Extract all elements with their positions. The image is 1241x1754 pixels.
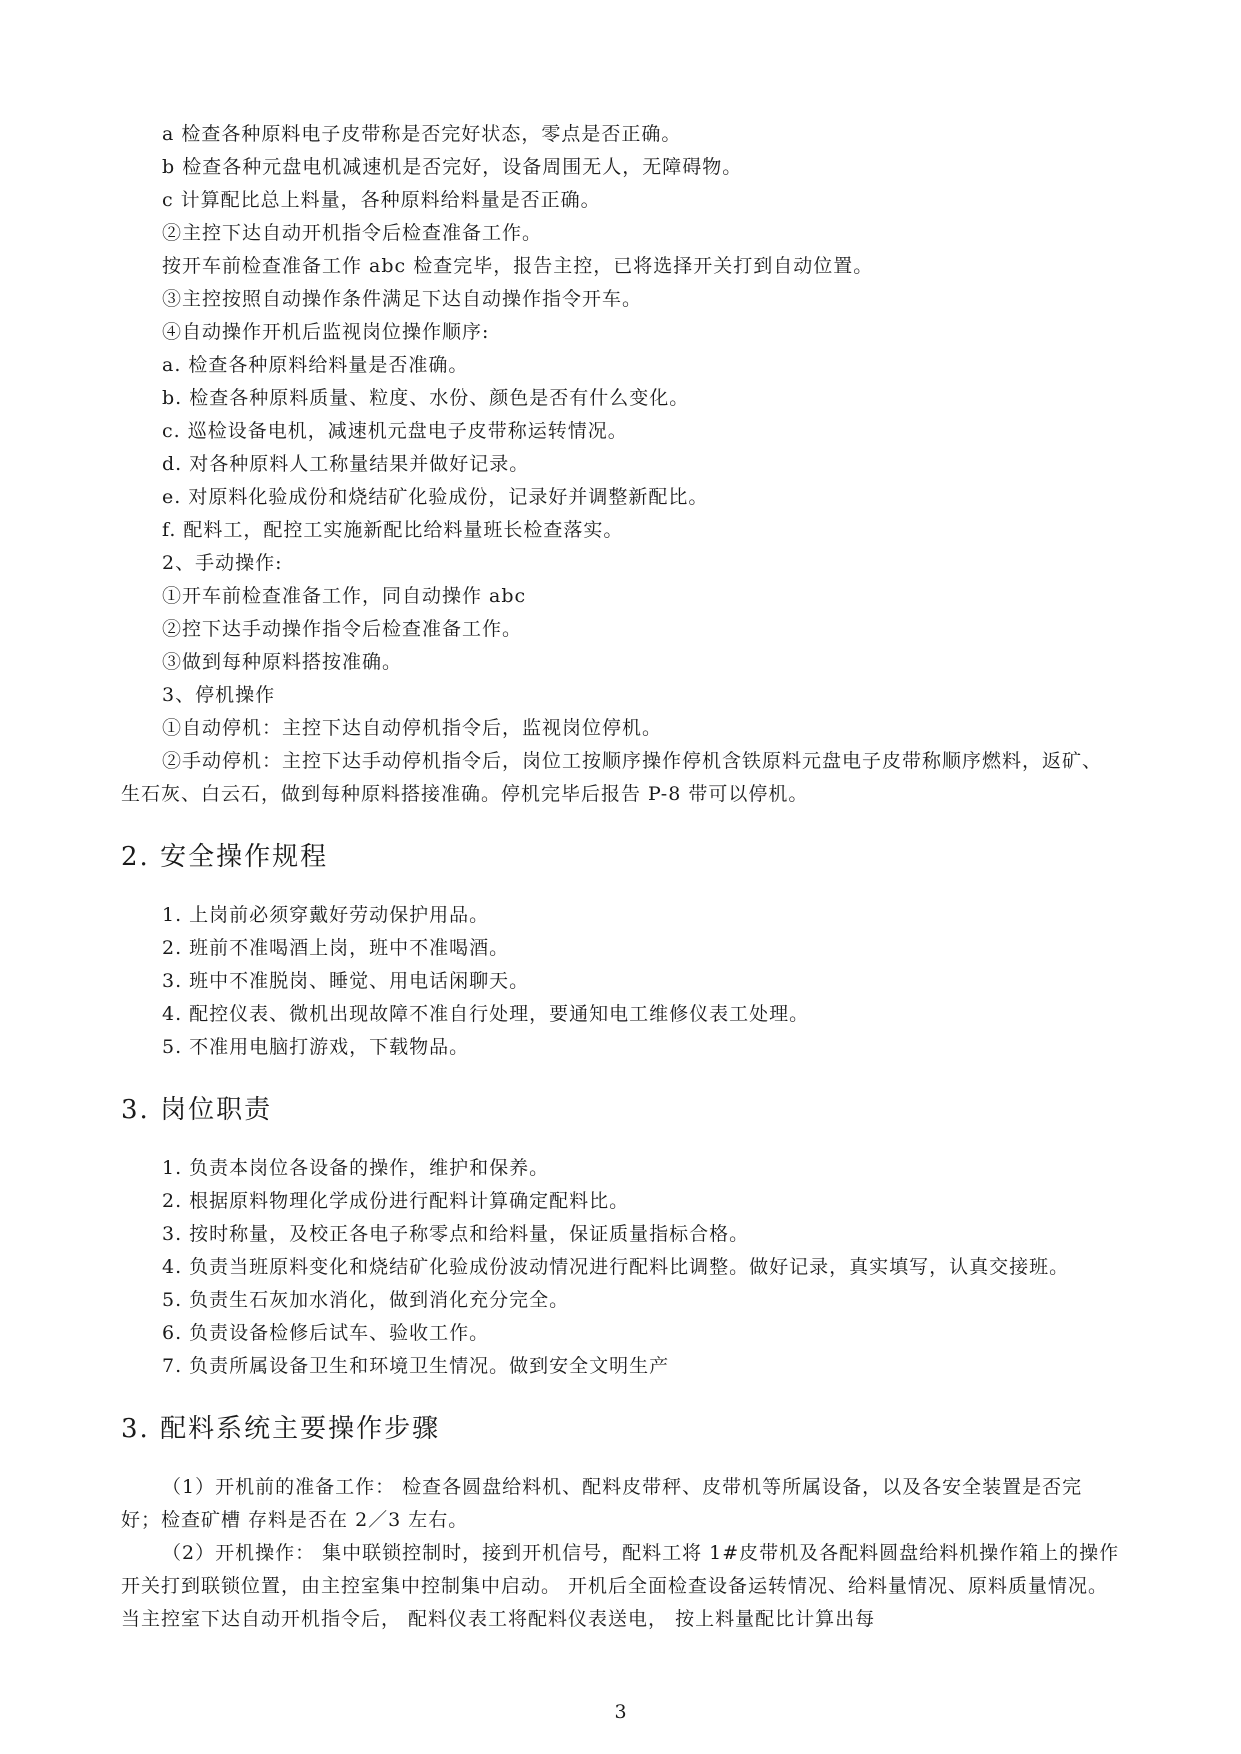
section-heading: 3. 配料系统主要操作步骤 [121,1414,441,1444]
manual-stop-paragraph: ②手动停机：主控下达手动停机指令后，岗位工按顺序操作停机含铁原料元盘电子皮带称顺序燃料，返矿、生石灰、白云石，做到每种原料搭接准确。停机完毕后报告 P-8 带可以停机。 [121,750,1103,805]
list-item: 7. 负责所属设备卫生和环境卫生情况。做到安全文明生产 [162,1355,670,1377]
section-heading: 3. 岗位职责 [121,1095,273,1125]
duties-section [121,1090,1121,1383]
list-item: 3. 班中不准脱岗、睡觉、用电话闲聊天。 [162,970,530,992]
text-line: f. 配料工，配控工实施新配比给料量班长检查落实。 [162,519,624,541]
list-item: 3. 按时称量，及校正各电子称零点和给料量，保证质量指标合格。 [162,1223,750,1245]
text-line: a. 检查各种原料给料量是否准确。 [162,354,469,376]
text-line: c. 巡检设备电机，减速机元盘电子皮带称运转情况。 [162,420,628,442]
operation-steps-block [121,118,1121,811]
list-item: 2. 根据原料物理化学成份进行配料计算确定配料比。 [162,1190,630,1212]
text-line: ①开车前检查准备工作，同自动操作 abc [162,585,527,607]
text-line: ①自动停机：主控下达自动停机指令后，监视岗位停机。 [162,717,663,739]
paragraph: （2）开机操作： 集中联锁控制时，接到开机信号，配料工将 1#皮带机及各配料圆盘给料机操作箱上的操作 开关打到联锁位置，由主控室集中控制集中启动。 开机后全面检查设备运转情况、给料量情况、原料质量情况。 当主控室下达自动开机指令后， 配料仪表工将配料仪表送电， 按上料量配比计算出每 [121,1542,1120,1630]
text-line: ②控下达手动操作指令后检查准备工作。 [162,618,523,640]
text-line: ③主控按照自动操作条件满足下达自动操作指令开车。 [162,288,643,310]
text-line: 3、停机操作 [162,684,276,706]
list-item: 1. 上岗前必须穿戴好劳动保护用品。 [162,904,490,926]
list-item: 4. 配控仪表、微机出现故障不准自行处理，要通知电工维修仪表工处理。 [162,1003,810,1025]
page-number: 3 [614,1701,627,1723]
text-line: 按开车前检查准备工作 abc 检查完毕，报告主控，已将选择开关打到自动位置。 [162,255,874,277]
text-line: ③做到每种原料搭按准确。 [162,651,403,673]
text-line: e. 对原料化验成份和烧结矿化验成份，记录好并调整新配比。 [162,486,709,508]
page-content [121,118,1121,1636]
text-line: 2、手动操作: [162,552,283,574]
paragraph: （1）开机前的准备工作： 检查各圆盘给料机、配料皮带秤、皮带机等所属设备，以及各安全装置是否完好；检查矿槽 存料是否在 2／3 左右。 [121,1476,1083,1531]
text-line: b 检查各种元盘电机减速机是否完好，设备周围无人，无障碍物。 [162,156,743,178]
text-line: ④自动操作开机后监视岗位操作顺序: [162,321,490,343]
list-item: 2. 班前不准喝酒上岗，班中不准喝酒。 [162,937,510,959]
list-item: 1. 负责本岗位各设备的操作，维护和保养。 [162,1157,550,1179]
list-item: 5. 不准用电脑打游戏，下载物品。 [162,1036,470,1058]
list-item: 6. 负责设备检修后试车、验收工作。 [162,1322,490,1344]
text-line: b. 检查各种原料质量、粒度、水份、颜色是否有什么变化。 [162,387,690,409]
list-item: 4. 负责当班原料变化和烧结矿化验成份波动情况进行配料比调整。做好记录，真实填写，认真交接班。 [162,1256,1070,1278]
safety-section [121,837,1121,1064]
text-line: a 检查各种原料电子皮带称是否完好状态，零点是否正确。 [162,123,682,145]
text-line: ②主控下达自动开机指令后检查准备工作。 [162,222,543,244]
text-line: d. 对各种原料人工称量结果并做好记录。 [162,453,530,475]
section-heading: 2. 安全操作规程 [121,842,329,872]
batching-section [121,1409,1121,1636]
list-item: 5. 负责生石灰加水消化，做到消化充分完全。 [162,1289,570,1311]
text-line: c 计算配比总上料量，各种原料给料量是否正确。 [162,189,601,211]
